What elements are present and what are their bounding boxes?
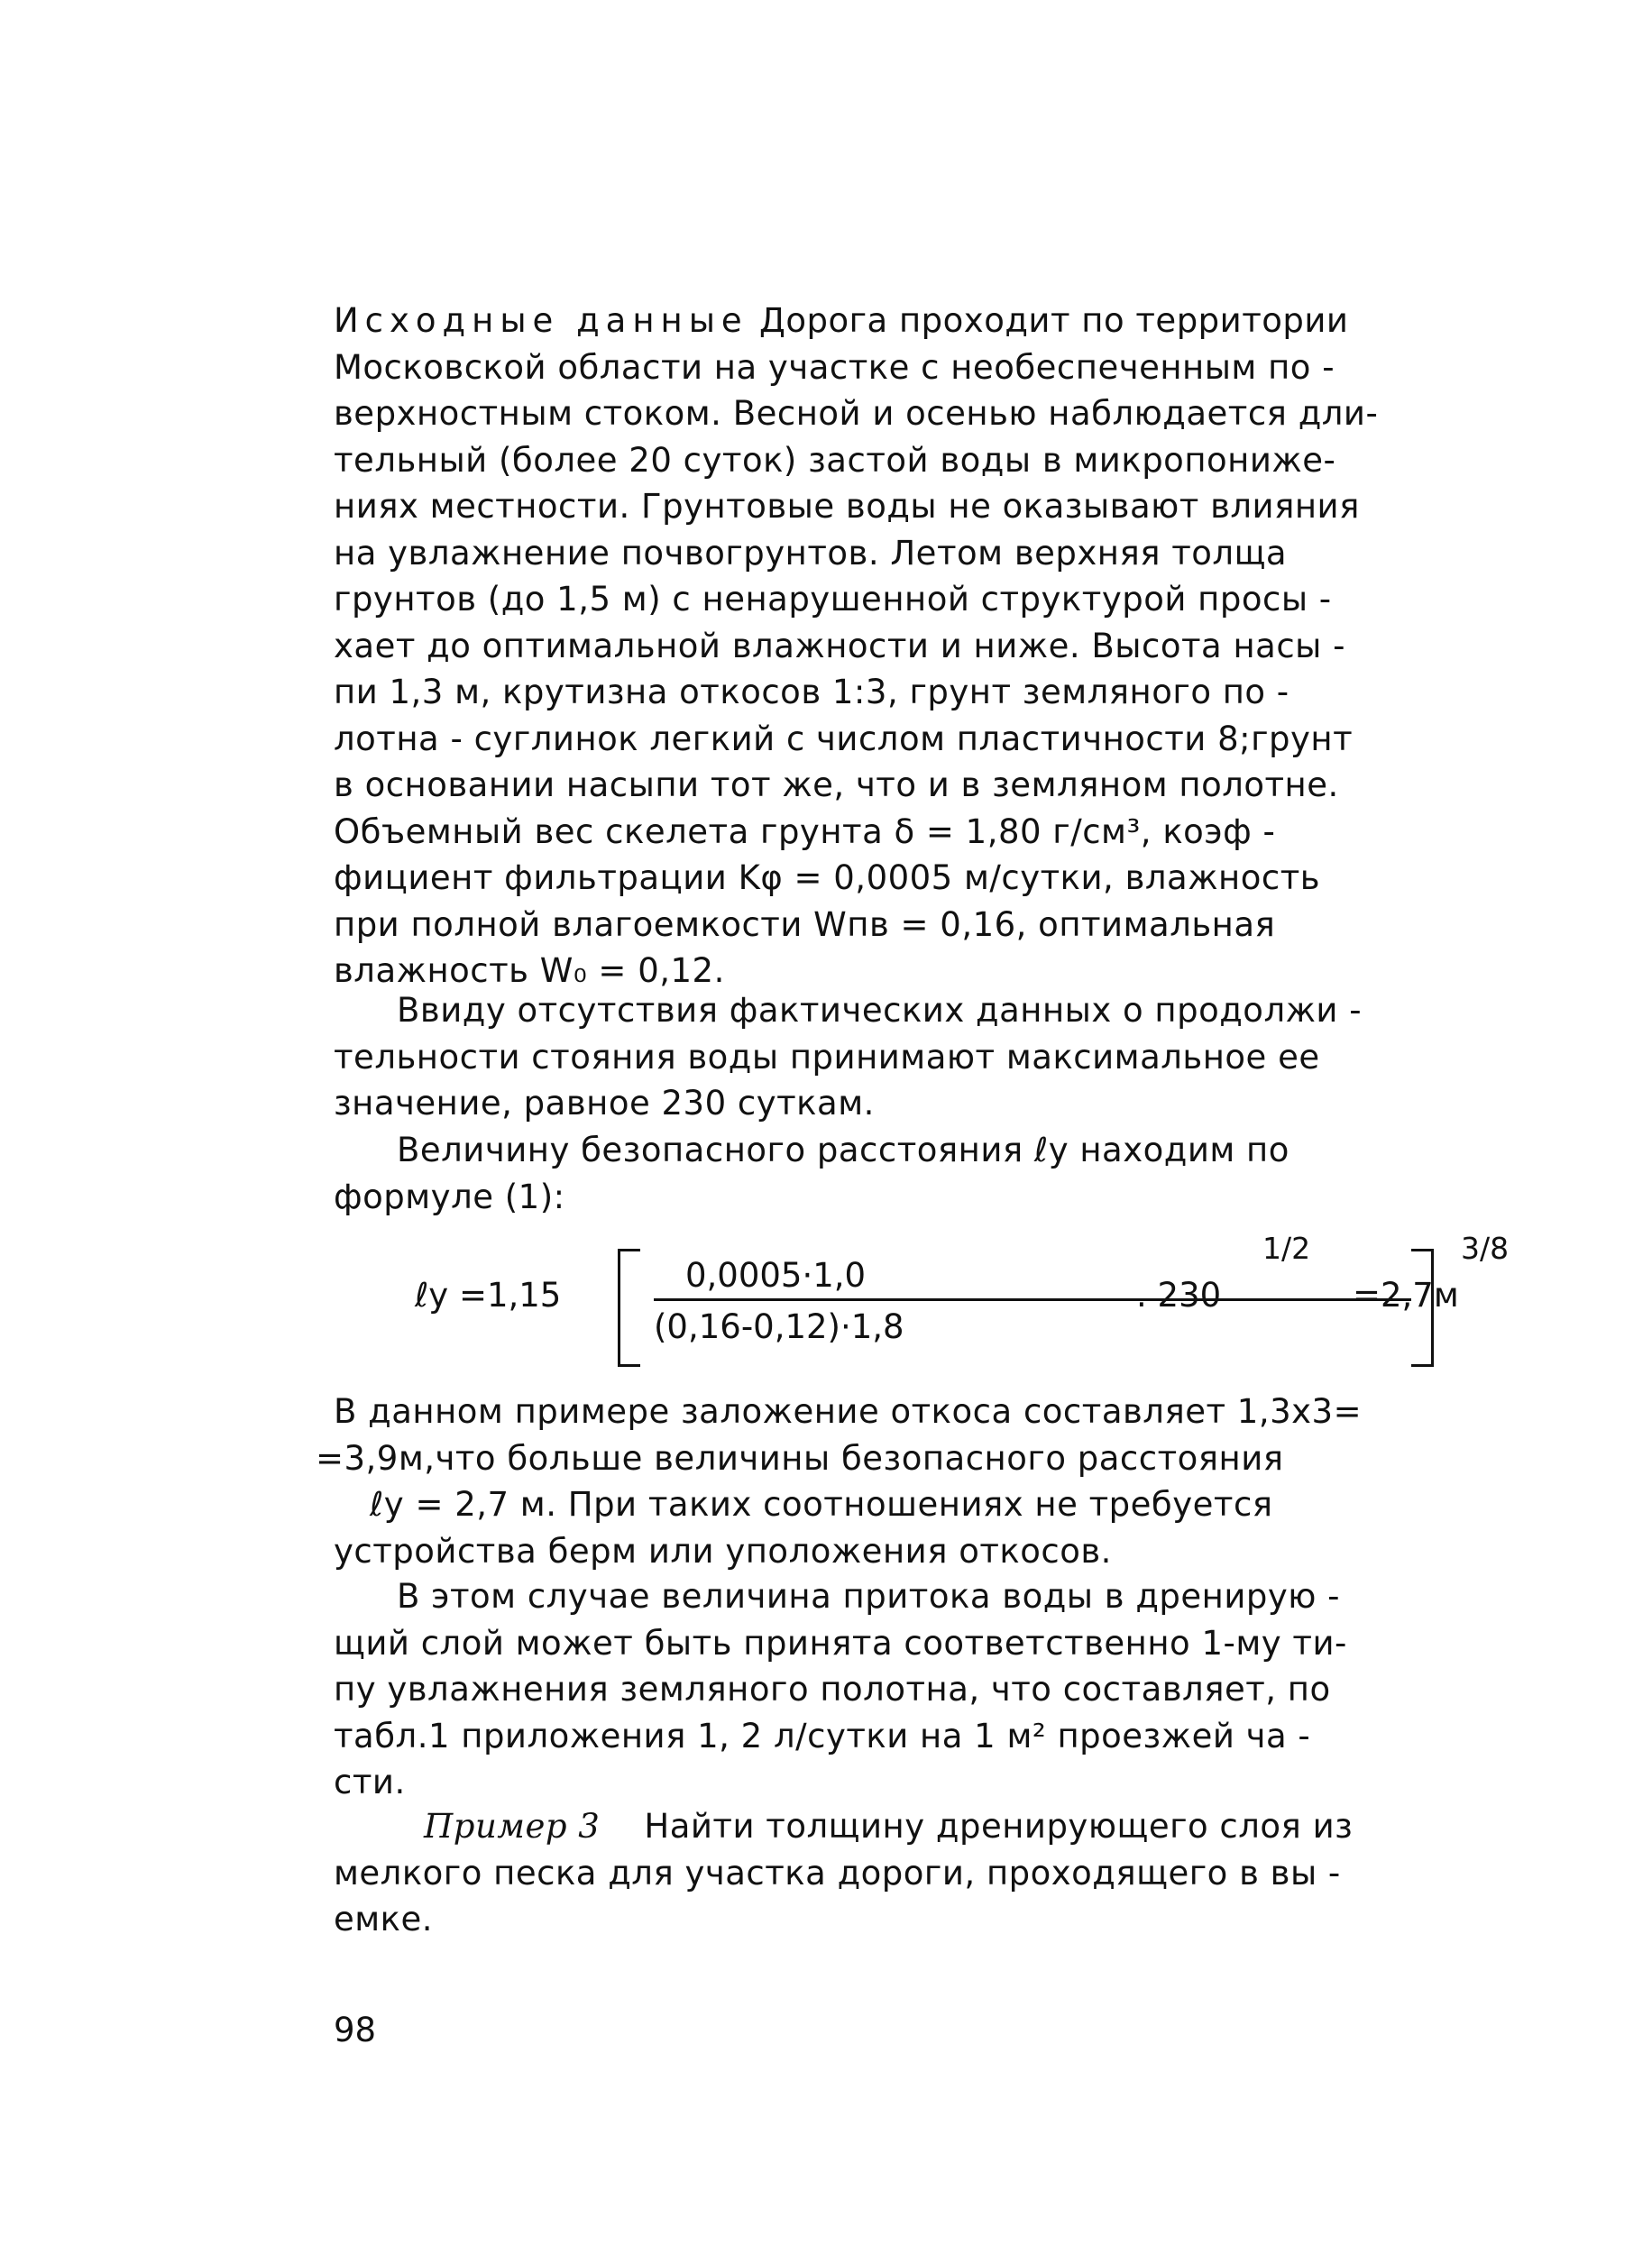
text-line: пу увлажнения земляного полотна, что составляет, по — [334, 1670, 1331, 1709]
text-line: Пример 3 Найти толщину дренирующего слоя из — [424, 1807, 1354, 1846]
text-line: мелкого песка для участка дороги, проходящего в вы - — [334, 1853, 1341, 1893]
text-line: тельности стояния воды принимают максимальное ее — [334, 1037, 1320, 1077]
formula-tail-group — [1136, 1231, 1515, 1384]
text-line: =3,9м,что больше величины безопасного расстояния — [316, 1438, 1284, 1478]
text-line: при полной влагоемкости Wпв = 0,16, оптимальная — [334, 904, 1276, 944]
paragraph-water-inflow — [334, 1573, 1533, 1806]
text-line: табл.1 приложения 1, 2 л/сутки на 1 м² проезжей ча - — [334, 1716, 1311, 1755]
text-line: сти. — [334, 1763, 406, 1801]
text-line: тельный (более 20 суток) застой воды в микропониже- — [334, 440, 1336, 480]
text-line: Величину безопасного расстояния ℓу находим по — [397, 1131, 1289, 1169]
text-line: в основании насыпи тот же, что и в земляном полотне. — [334, 765, 1339, 804]
formula-result: =2,7м — [1353, 1276, 1459, 1315]
text-line: лотна - суглинок легкий с числом пластичности 8;грунт — [334, 719, 1354, 758]
text-line: пи 1,3 м, крутизна откосов 1:3, грунт земляного по - — [334, 673, 1289, 711]
text-line: щий слой может быть принята соответственно 1-му ти- — [334, 1623, 1347, 1663]
text-line: на увлажнение почвогрунтов. Летом верхняя толща — [334, 533, 1288, 573]
text-line: ℓу = 2,7 м. При таких соотношениях не требуется — [370, 1485, 1273, 1524]
text-line: емке. — [334, 1900, 434, 1939]
text-line: влажность W₀ = 0,12. — [334, 951, 725, 990]
text-line: ниях местности. Грунтовые воды не оказывают влияния — [334, 487, 1360, 526]
formula-exponent-inner: 1/2 — [1262, 1231, 1311, 1266]
section-lead: Исходные данные — [334, 301, 748, 340]
text-line: В этом случае величина притока воды в дренирую - — [397, 1577, 1341, 1616]
example-label: Пример 3 — [424, 1807, 601, 1846]
text-line: формуле (1): — [334, 1177, 565, 1216]
text-line: Московской области на участке с необеспеченным по - — [334, 347, 1335, 387]
left-bracket — [618, 1249, 640, 1367]
text-line: хает до оптимальной влажности и ниже. Высота насы - — [334, 626, 1345, 665]
paragraph-example-3 — [334, 1803, 1533, 1943]
text-line: Исходные данные Дорога проходит по территории — [334, 301, 1349, 340]
text-line: фициент фильтрации Kφ = 0,0005 м/сутки, влажность — [334, 858, 1321, 897]
paragraph-safe-distance — [334, 1127, 1533, 1220]
formula-lhs: ℓу =1,15 — [415, 1276, 562, 1315]
paragraph-example-conclusion — [316, 1389, 1533, 1574]
formula-exponent-outer: 3/8 — [1461, 1231, 1510, 1266]
text-line: Ввиду отсутствия фактических данных о продолжи - — [397, 991, 1363, 1030]
formula-denominator: (0,16-0,12)·1,8 — [654, 1307, 904, 1346]
formula-numerator: 0,0005·1,0 — [685, 1256, 867, 1295]
text-line: верхностным стоком. Весной и осенью наблюдается дли- — [334, 394, 1379, 433]
text-line: Объемный вес скелета грунта δ = 1,80 г/см³, коэф - — [334, 811, 1276, 851]
text-line: значение, равное 230 суткам. — [334, 1084, 875, 1123]
paragraph-initial-data — [334, 298, 1533, 995]
formula-multiplier: . 230 — [1136, 1276, 1222, 1315]
formula-tail — [1497, 1231, 1650, 1384]
text-line: устройства берм или уположения откосов. — [334, 1531, 1112, 1571]
text-line: грунтов (до 1,5 м) с ненарушенной структурой просы - — [334, 580, 1332, 619]
page-number: 98 — [334, 2011, 377, 2049]
paragraph-duration — [334, 987, 1533, 1127]
text-line: В данном примере заложение откоса составляет 1,3х3= — [334, 1392, 1363, 1431]
